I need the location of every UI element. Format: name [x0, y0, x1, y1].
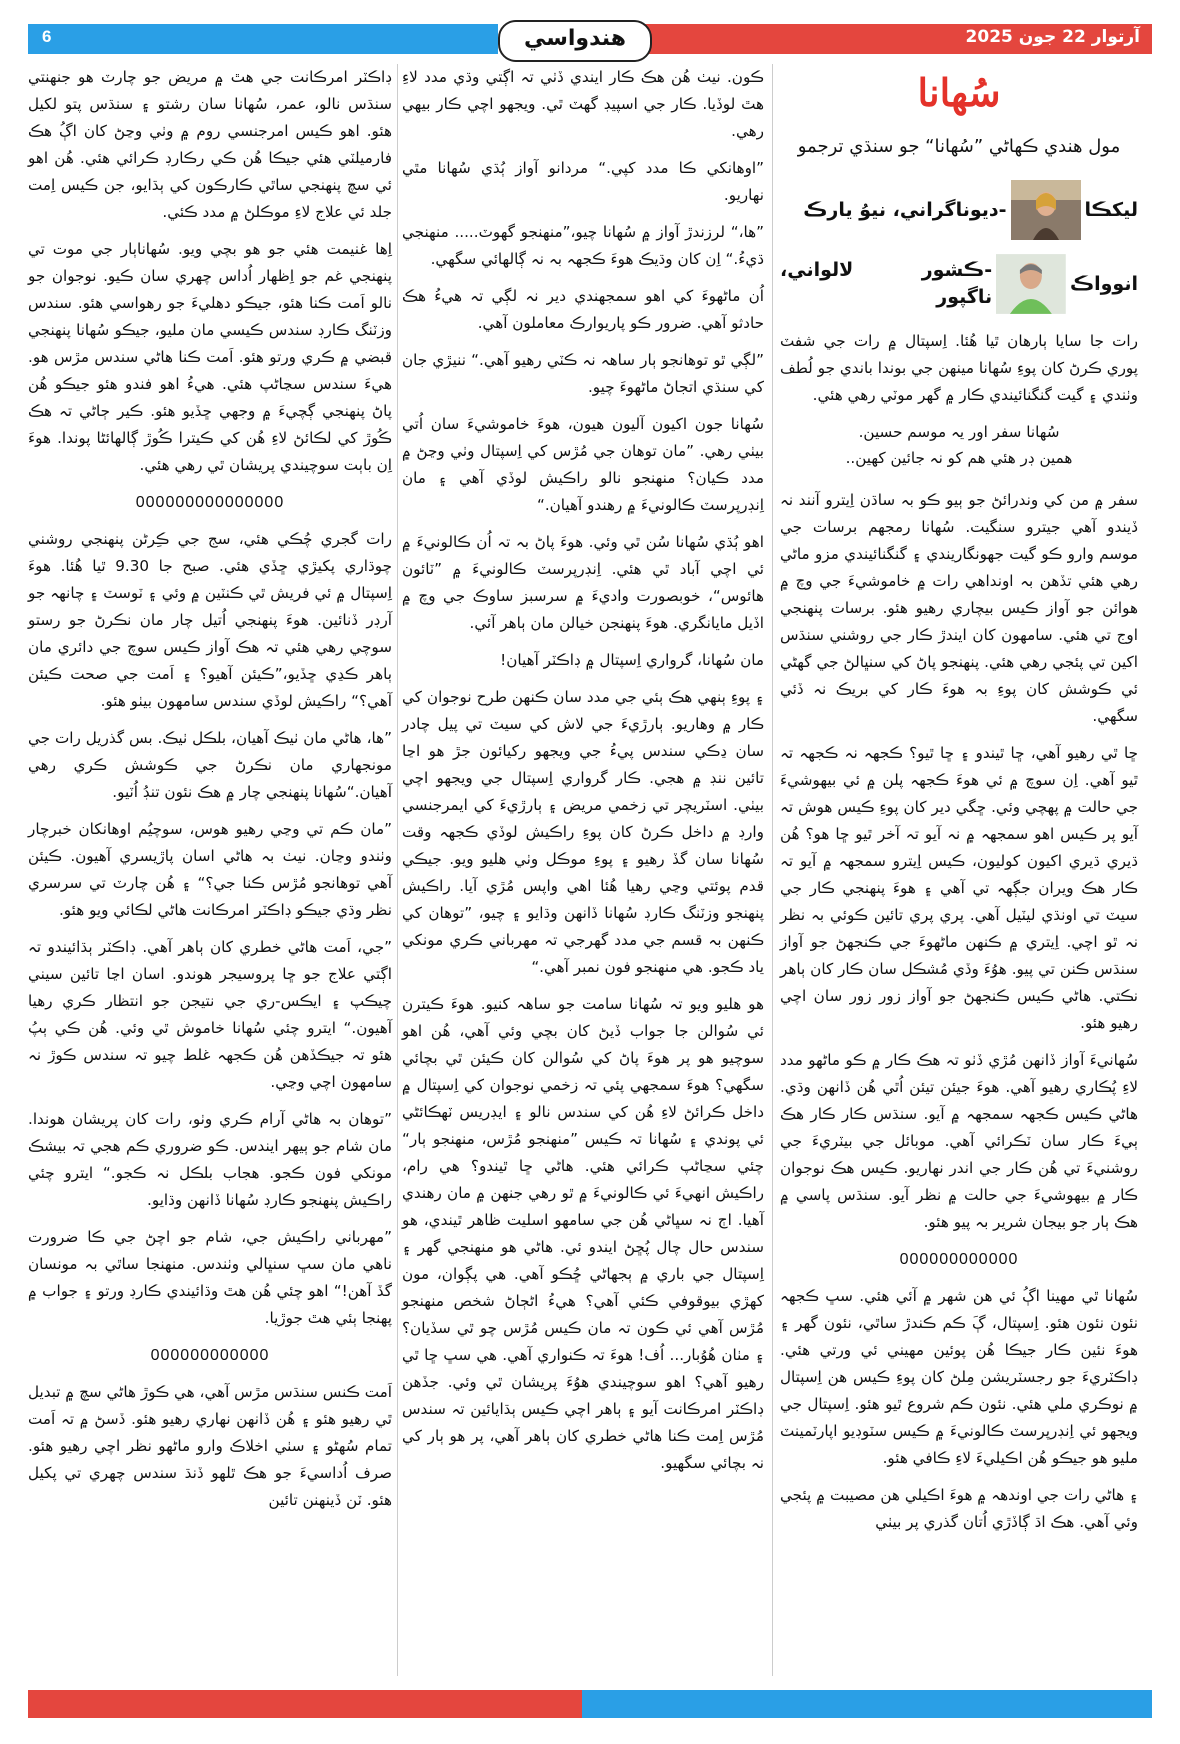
lyric-line: سُهانا سفر اور يہ موسم حسين.: [858, 423, 1060, 441]
paragraph: ”ها، هاڻي مان ٺيڪ آهيان، بلڪل ٺيڪ. بس گذريل رات جي مونجهاري مان نڪرڻ جي ڪوشش ڪري رهي آهيان.“سُهانا پنهنجي چار ۾ هڪ نئون تنڊُ اُٽيو.: [28, 729, 392, 801]
song-lyrics: [780, 419, 1138, 471]
author-label: ليکڪا: [1084, 198, 1138, 221]
paragraph: رات جا سايا ٻارهان ٿيا هُئا. اِسپتال ۾ رات جي شفٽ پوري ڪرڻ کان پوءِ سُهانا مينهن جي بوندا باندي جو لُطف وٺندي ۽ گيت گنگنائيندي ڪار ۾ گهر موٽي رهي هئي.: [780, 332, 1138, 404]
paragraph: مان سُهانا، گرواري اِسپتال ۾ ڊاڪٽر آهيان!: [500, 651, 764, 669]
story-title: سُهانا: [917, 70, 1001, 115]
section-separator: 000000000000: [150, 1347, 270, 1364]
paragraph: ڪون. نيٺ هُن هڪ ڪار ايندي ڏٺي تہ اڳتي وڌي مدد لاءِ هٿ لوڏيا. ڪار جي اسپيڊ گهٽ ٿي. ويجهو اچي ڪار بيهي رهي.: [402, 68, 764, 140]
paragraph: سُهانا ٿي مهينا اڳُ ئي هن شهر ۾ آئي هئي. سڀ ڪجهہ نئون نئون هئو. اِسپتال، ڳَ ڪم ڪندڙ ساٿي، نئون گهر ۽ هوءَ نئين ڪار جيڪا هُن پوئين مهيني ئي ورتي هئي. ڊاڪٽريءَ جو رجسٽريشن مِلڻ کان پوءِ ڪيس هن اِسپتال ۾ نوڪري ملي هئي. نئون ڪم شروع ٿيو هئو. اِسپتال جي ويجهو ئي اِنڊرپرسٽ ڪالونيءَ ۾ ڪيس سٽوڊيو اپارٽمينٽ مليو هو جيڪو هُن اڪيليءَ لاءِ ڪافي هئو.: [780, 1287, 1138, 1467]
translator-photo: [996, 254, 1066, 314]
paragraph: ”اوهانکي ڪا مدد کپي.“ مردانو آواز ٻُڌي سُهانا مٿي نهاريو.: [402, 159, 764, 204]
paragraph: هو هليو ويو تہ سُهانا سامت جو ساهہ کنيو. هوءَ ڪيترن ئي سُوالن جا جواب ڏيڻ کان بچي وئي آهي، هُن اهو سوچيو هو پر هوءَ پاڻ کي سُوالن کان ڪيئن ٿي بچائي سگهي؟ هوءَ سمجهي پئي تہ زخمي نوجوان کي اِسپتال ۾ داخل ڪرائڻ لاءِ هُن کي سندس نالو ۽ ايڊريس ٽهڪائڻي ئي پوندي ۽ سُهانا تہ ڪيس ”منهنجو مُڙس، منهنجو ٻار“ چئي سڃاڻپ ڪرائي هئي. هاڻي ڇا ٿيندو؟ هي رام، راڪيش انهيءَ ئي ڪالونيءَ ۾ ٿو رهي جنهن ۾ مان رهندي آهيا. اڄ نہ سڀاڻي هُن جي سامهو اسليت ظاهر ٿيندي، هو سندس حال چال پُڇڻ ايندو ئي. هاڻي هو منهنجي گهر ۽ اِسپتال جي باري ۾ ٻجهاڻي ڇُڪو آهي. هي پڳوان، مون کهڙي بيوقوفي ڪئي آهي؟ هيءُ اڻڄاڻ شخص منهنجو مُڙس آهي ئي ڪون تہ مان ڪيس مُڙس چو ٿي سڏيان؟ ۽ مٺان هُوُبار... اُف! هوءَ تہ ڪنواري آهي. هي سڀ ڇا ٿي رهيو آهي؟ اهو سوچيندي هوُءَ پريشان ٿي وئي. جڏهن ڊاڪٽر امرڪانت آيو ۽ ٻاهر اچي ڪيس ٻڌايائين تہ سندس مُڙس اِمت ڪنا هاڻي خطري کان ٻاهر آهي، پر هو ٻار کي نہ بچائي سگهيو.: [402, 995, 764, 1472]
paragraph: سفر ۾ من کي وندرائڻ جو ٻيو ڪو بہ ساڌن اِيترو آنند نہ ڏيندو آهي جيترو سنگيت. سُهانا رمجهم برسات جي موسم وارو ڪو گيت جهونگاريندي ۽ گنگنائيندي مزو ماڻي رهي هئي تڏهن بہ اونداهي رات ۾ خاموشيءَ جي وچ ۾ هوائن جو آواز ڪيس بيچاري رهيو هئو. برسات پنهنجي اوج تي هئي. سامهون کان ايندڙ ڪار جي روشني سنڌس اکين تي پئجي رهي هئي. پنهنجو پاڻ کي سنڀالڻ جي گهڻي ئي ڪوشش کان پوءِ بہ هوءَ ڪار کي بريڪ نہ ڏئي سگهي.: [780, 491, 1138, 725]
paragraph: ”جي، اَمت هاڻي خطري کان ٻاهر آهي. ڊاڪٽر ٻڌائيندو تہ اڳتي علاج جو ڇا پروسيجر هوندو. اسان اڃا تائين سيني چيڪپ ۽ ايڪس-ري جي نتيجن جو انتظار ڪري رهيا آهيون.“ ايترو چئي سُهانا خاموش ٿي وئي. هُن ڪي ٻپُ هئو تہ جيڪڏهن هُن ڪجهہ غلط چيو تہ سندس ڪوڙ نہ سامهون اچي وڃي.: [28, 938, 392, 1091]
paragraph: ”مهرباني راڪيش جي، شام جو اچڻ جي ڪا ضرورت ناهي مان سڀ سنڀالي وٺندس. منهنجا ساٿي بہ مونسان گڏ آهن!“ اهو چئي هُن هٿ وڌائيندي ڪارڊ ورتو ۽ جواب ۾ پهنجا ٻئي هٿ جوڙيا.: [28, 1228, 392, 1327]
column-middle: [402, 64, 764, 1487]
issue-date: آرتوار 22 جون 2025: [965, 27, 1140, 47]
footer-bar: [28, 1690, 1152, 1718]
paragraph: اهو ٻُڌي سُهانا سُن ٿي وئي. هوءَ پاڻ بہ تہ اُن ڪالونيءَ ۾ ئي اچي آباد ٿي هئي. اِنڊرپرسٽ ڪالونيءَ ۾ ”ٽائون هائوس“، خوبصورت وادي‌ءَ ۾ سرسبز ساوڪ جي وچ ۾ اڏيل مايانگري. هوءَ پنهنجن خيالن مان ٻاهر آئي.: [402, 533, 764, 632]
author-name: -ديوناگراني، نيوُ يارڪ: [803, 198, 1007, 221]
header-bar: [28, 24, 1152, 54]
paragraph: رات گجري چُڪي هئي، سج جي ڪِرڻن پنهنجي روشني چوڌاري پکيڙي ڇڏي هئي. صبح جا 9.30 ٿيا هُئا. هوءَ اِسپتال ۾ ئي فريش ٿي ڪنٽين ۾ وئي ۽ ٽوسٽ ۽ چانهہ جو آرڊر ڏنائين. هوءَ پنهنجي اُتيل چار مان نڪرڻ جو رستو سوچي رهي هئي تہ هڪ آواز ڪيس سوچ جي دائري مان ٻاهر ڪڍي ڇڏيو،”ڪيئن آهيو؟ ۽ اَمت جي صحت ڪيئن آهي؟“ راڪيش لوڏي سندس سامهون بيٺو هئو.: [28, 530, 392, 710]
paragraph: سُهانا جون اکيون آليون هيون، هوءَ خاموشيءَ سان اُتي بيٺي رهي. ”مان توهان جي مُڙس کي اِسپتال وٺي وڃڻ ۾ مدد ڪيان؟ منهنجو نالو راڪيش لوڏي آهي ۽ مان اِنڊرپرسٽ ڪالونيءَ ۾ رهندو آهيان.“: [402, 415, 764, 514]
paragraph: ڇا ٿي رهيو آهي، ڇا ٿيندو ۽ ڇا ٿيو؟ ڪجهہ نہ ڪجهہ تہ ٿيو آهي. اِن سوچ ۾ ئي هوءَ ڪجهہ پلن ۾ ئي بيهوشيءَ جي حالت ۾ پهچي وئي. ڇگي دير کان پوءِ ڪيس هوش تہ آيو پر ڪيس اهو سمجهہ ۾ نہ آيو تہ آخر ٿيو ڇا هو؟ هُن ڌيري ڌيري اکيون کوليون، ڪيس اِيترو سمجهہ ۾ آيو تہ ڪار هڪ ويران جڳهہ تي آهي ۽ هوءَ پنهنجي ڪار جي سيٽ تي اونڌي ليٽيل آهي. پري پري تائين ڪوئي بہ نظر نہ ٿو اچي. اِيتري ۾ ڪنهن ماڻهوءَ جي ڪنجهڻ جو آواز سنڌس ڪنن تي پيو. هوُءَ وڏي مُشڪل سان ڪار کان ٻاهر نڪتي. هاڻي ڪيس ڪنجهڻ جو آواز زور زور سان اچي رهيو هئو.: [780, 744, 1138, 1032]
footer-blue-band: [582, 1690, 1152, 1718]
newspaper-logo: هندواسي: [498, 20, 652, 62]
paragraph: ”توهان بہ هاڻي آرام ڪري وٺو، رات کان پريشان هوندا. مان شام جو ٻيهر ايندس. ڪو ضروري ڪم هجي تہ بيشڪ مونکي فون ڪجو. هجاب بلڪل نہ ڪجو.“ ايترو چئي راڪيش پنهنجو ڪارڊ سُهانا ڏانهن وڌايو.: [28, 1110, 392, 1209]
paragraph: اُن ماڻهوءَ کي اهو سمجهندي دير نہ لڳي تہ هيءُ هڪ حادثو آهي. ضرور ڪو پاريوارڪ معاملون آهي.: [402, 287, 764, 332]
author-credit: [780, 180, 1138, 240]
paragraph: اِها غنيمت هئي جو هو بچي ويو. سُهاناٻار جي موت تي پنهنجي غم جو اِظهار اُداس چهري سان ڪيو. نوجوان جو نالو اَمت ڪنا هئو، جيڪو دهليءَ جو رهواسي هئو. سندس وزٽنگ ڪارڊ سندس ڪيسي مان مليو، جيڪو سُهانا پنهنجي قبضي ۾ ڪري ورتو هئو. اَمت ڪنا هاڻي سندس مڙس هو. هيءَ سندس سڃاڻپ هئي. هيءُ اهو فندو هئو جيڪو هُن پاڻ پنهنجي ڳچيءَ ۾ وجهي ڇڏيو هئو. ڪير ڄاڻي تہ هڪ ڪُوڙ کي لڪائڻ لاءِ هُن کي ڪيترا ڪُوڙ ڳالهائڻا پوندا. هوءَ اِن باٻت سوچيندي پريشان ٿي رهي هئي.: [28, 240, 392, 474]
page-number: 6: [42, 27, 52, 46]
column-left: [28, 64, 392, 1524]
paragraph: ۽ پوءِ ٻنهي هڪ ٻئي جي مدد سان ڪنهن طرح نوجوان کي ڪار ۾ وهاريو. ٻارڙيءَ جي لاش کي سيٽ تي پيل چادر سان ڍڪي سندس پيءُ جي ويجهو رکيائون جڙ هو اڃا تائين ننڊ ۾ هجي. ڪار گرواري اِسپتال جي ويجهو اچي بيٺي. اسٽريچر تي زخمي مريض ۽ ٻارڙيءَ کي ايمرجنسي وارڊ ۾ داخل ڪرڻ کان پوءِ راڪيش لوڏي ڪجهہ وقت سُهانا سان گڏ رهيو ۽ پوءِ موڪل وٺي هليو ويو. جيڪي قدم پوئتي وڃي رهيا هُئا اهي واپس مُڙي آيا. راڪيش پنهنجو وزٽنگ ڪارڊ سُهانا ڏانهن وڌايو ۽ چيو، ”توهان کي ڪنهن بہ قسم جي مدد گهرجي تہ مهرباني ڪري مونکي ياد ڪجو. هي منهنجو فون نمبر آهي.“: [402, 688, 764, 976]
paragraph: ڊاڪٽر امرڪانت جي هٿ ۾ مريض جو چارٽ هو جنهنتي سنڌس نالو، عمر، سُهانا سان رشتو ۽ سنڌس پتو لکيل هئو. اهو ڪيس امرجنسي روم ۾ وٺي وڃڻ کان اڳُ هڪ فارميلٽي هئي جيڪا هُن ڪي رڪارڊ ڪرائي هئي. هُن اهو ئي سچ پنهنجي ساٿي ڪارڪون کي ٻڌايو، جن ڪيس اِمت جلد ئي علاج لاءِ موڪلڻ ۾ مدد ڪئي.: [28, 68, 392, 221]
translator-credit: [780, 254, 1138, 314]
paragraph: ”لڳي ٿو توهانجو ٻار ساهہ نہ ڪٽي رهيو آهي.“ ننيڙي جان کي سنڌي اتجاڻ ماڻهوءَ چيو.: [402, 351, 764, 396]
column-divider: [397, 64, 398, 1676]
paragraph: ”مان ڪم تي وڃي رهيو هوس، سوچيُم اوهانکان خبرچار وٺندو وڃان. نيٺ بہ هاڻي اسان پاڙيسري آهيون. ڪيئن آهي توهانجو مُڙس ڪنا جي؟“ ۽ هُن چارٽ تي سرسري نظر وڌي جيڪو ڊاڪٽر امرڪانت هاڻي لڪائي ويو هئو.: [28, 820, 392, 919]
story-subtitle: مول هندي ڪهاڻي ”سُهانا“ جو سنڌي ترجمو: [797, 136, 1121, 157]
footer-red-band: [28, 1690, 582, 1718]
author-photo: [1011, 180, 1081, 240]
paragraph: ”ها،“ لرزندڙ آواز ۾ سُهانا چيو،”منهنجو گهوٽ..... منهنجي ڌيءُ.“ اِن کان وڌيڪ هوءَ ڪجهہ بہ نہ ڳالهائي سگهي.: [402, 223, 764, 268]
section-separator: 000000000000000: [135, 494, 285, 511]
header-blue-band: [28, 24, 498, 54]
translator-name: -ڪشور لالواني، ناگپور: [780, 259, 993, 308]
section-separator: 000000000000: [899, 1251, 1019, 1268]
lyric-line: همين ڊر هئي هم کو نہ جائين کهين..: [845, 449, 1073, 467]
translator-label: انوواڪ: [1069, 272, 1138, 295]
column-divider: [772, 64, 773, 1676]
paragraph: سُهانيءَ آواز ڏانهن مُڙي ڏٺو تہ هڪ ڪار ۾ ڪو ماڻهو مدد لاءِ پُڪاري رهيو آهي. هوءَ جيئن تيئن اُٿي هُن ڏانهن وڌي. هاڻي ڪيس ڪجهہ سمجهہ ۾ آيو. سنڌس ڪار ڪار هڪ ٻيءَ ڪار سان ٽڪرائي آهي. موبائل جي بيٽريءَ جي روشنيءَ تي هُن ڪار جي اندر نهاريو. ڪيس هڪ نوجوان ڪار ۾ بيهوشيءَ جي حالت ۾ نظر آيو. سنڌس پاسي ۾ هڪ ٻار جو بيجان شرير بہ پيو هئو.: [780, 1051, 1138, 1231]
paragraph: اَمت ڪنس سنڌس مڙس آهي، هي ڪوڙ هاڻي سچ ۾ تبديل ٿي رهيو هئو ۽ هُن ڏانهن نهاري رهيو هئو. ڏسڻ ۾ تہ اَمت تمام سُهڻو ۽ سٺي اخلاڪ وارو ماڻهو نظر اچي رهيو هئو. صرف اُداسيءَ جو هڪ ٿلهو ڏنڌ سندس چهري تي پکيل هئو. ٽن ڏينهنن تائين: [28, 1383, 392, 1509]
column-right: [780, 64, 1138, 1546]
paragraph: ۽ هاڻي رات جي اوندهہ ۾ هوءَ اڪيلي هن مصيبت ۾ پئجي وئي آهي. هڪ اڌ ڳاڏڙي اُتان گذري پر بيٺي: [780, 1486, 1138, 1531]
